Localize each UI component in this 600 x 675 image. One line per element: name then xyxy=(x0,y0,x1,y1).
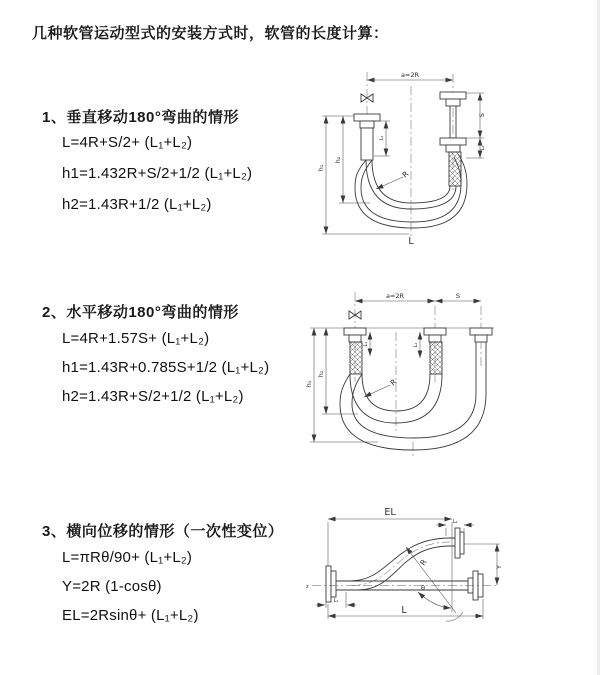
flange xyxy=(440,138,466,145)
flange xyxy=(424,328,446,335)
diagram-horizontal-180-bend xyxy=(300,282,600,472)
flange xyxy=(440,92,466,99)
diagram-lateral-displacement xyxy=(300,500,600,650)
hose-braid-hatch xyxy=(430,342,442,374)
fittings xyxy=(326,528,483,602)
formula-line: EL=2Rsinθ+ (L₁+L₂) xyxy=(62,607,199,624)
diagram-vertical-180-bend xyxy=(310,66,600,256)
page-title: 几种软管运动型式的安装方式时，软管的长度计算： xyxy=(32,25,389,42)
fittings xyxy=(354,92,466,186)
label-h1: h₁ xyxy=(305,380,313,388)
formula-line: L=4R+S/2+ (L₁+L₂) xyxy=(62,134,193,151)
hose-curves xyxy=(340,362,486,450)
centerline-break-mark: z xyxy=(306,584,309,590)
radius-leader xyxy=(364,385,390,397)
section-3-heading: 3、横向位移的情形（一次性变位） xyxy=(42,523,284,540)
formula-line: L=πRθ/90+ (L₁+L₂) xyxy=(62,549,193,566)
label-l1: L₁ xyxy=(333,598,339,604)
flange xyxy=(475,335,487,342)
label-s: S xyxy=(455,292,461,300)
formula-line: Y=2R (1-cosθ) xyxy=(62,578,162,595)
section-1-heading: 1、垂直移动180°弯曲的情形 xyxy=(42,109,239,126)
pipes xyxy=(336,538,468,590)
flange xyxy=(455,528,460,558)
radius-leader xyxy=(406,547,456,613)
flange xyxy=(360,121,374,128)
flange xyxy=(349,335,361,342)
formula-line: h2=1.43R+1/2 (L₁+L₂) xyxy=(62,196,212,213)
hose-wall xyxy=(350,374,442,423)
label-a2r: a=2R xyxy=(400,71,420,79)
hose-braid-hatch xyxy=(350,342,362,374)
section-2-heading: 2、水平移动180°弯曲的情形 xyxy=(42,304,239,321)
label-h1: h₁ xyxy=(317,164,325,172)
radius-leader xyxy=(376,177,403,189)
label-a2r: a=2R xyxy=(385,292,405,300)
flange xyxy=(354,114,380,121)
hose-braid-hatch xyxy=(361,128,373,160)
label-l2: L₂ xyxy=(452,519,458,525)
flange xyxy=(429,335,441,342)
label-theta: θ xyxy=(421,584,425,592)
angle-arc xyxy=(446,612,463,621)
hose-wall-moved xyxy=(352,362,476,438)
hose-braid-hatch xyxy=(449,152,461,186)
formula-line: h1=1.432R+S/2+1/2 (L₁+L₂) xyxy=(62,165,253,182)
label-l2: L₂ xyxy=(413,342,419,348)
flange xyxy=(446,145,460,152)
flange xyxy=(344,328,366,335)
label-r: R xyxy=(400,169,411,180)
label-r: R xyxy=(418,557,429,568)
label-l: L xyxy=(401,605,407,616)
formula-line: h2=1.43R+S/2+1/2 (L₁+L₂) xyxy=(62,388,244,405)
extension-line xyxy=(328,522,452,612)
flange xyxy=(470,328,492,335)
label-y: Y xyxy=(495,565,503,569)
flange xyxy=(446,99,460,106)
label-el: EL xyxy=(384,507,396,518)
flange xyxy=(326,566,331,602)
label-l2: L₂ xyxy=(480,145,486,151)
label-r: R xyxy=(388,377,399,388)
dimensions xyxy=(316,507,503,621)
label-h2: h₂ xyxy=(317,370,325,378)
label-s: S xyxy=(478,112,486,118)
label-l: L xyxy=(408,236,414,247)
formula-line: h1=1.43R+0.785S+1/2 (L₁+L₂) xyxy=(62,359,270,376)
label-l1: L₁ xyxy=(379,135,385,141)
dimensions xyxy=(305,292,481,442)
label-l1: L₁ xyxy=(363,341,369,347)
flange xyxy=(331,571,336,597)
flange xyxy=(460,532,464,554)
hose-wall xyxy=(358,546,455,590)
label-h2: h₂ xyxy=(334,156,342,164)
centerline xyxy=(352,542,450,586)
formula-line: L=4R+1.57S+ (L₁+L₂) xyxy=(62,330,210,347)
